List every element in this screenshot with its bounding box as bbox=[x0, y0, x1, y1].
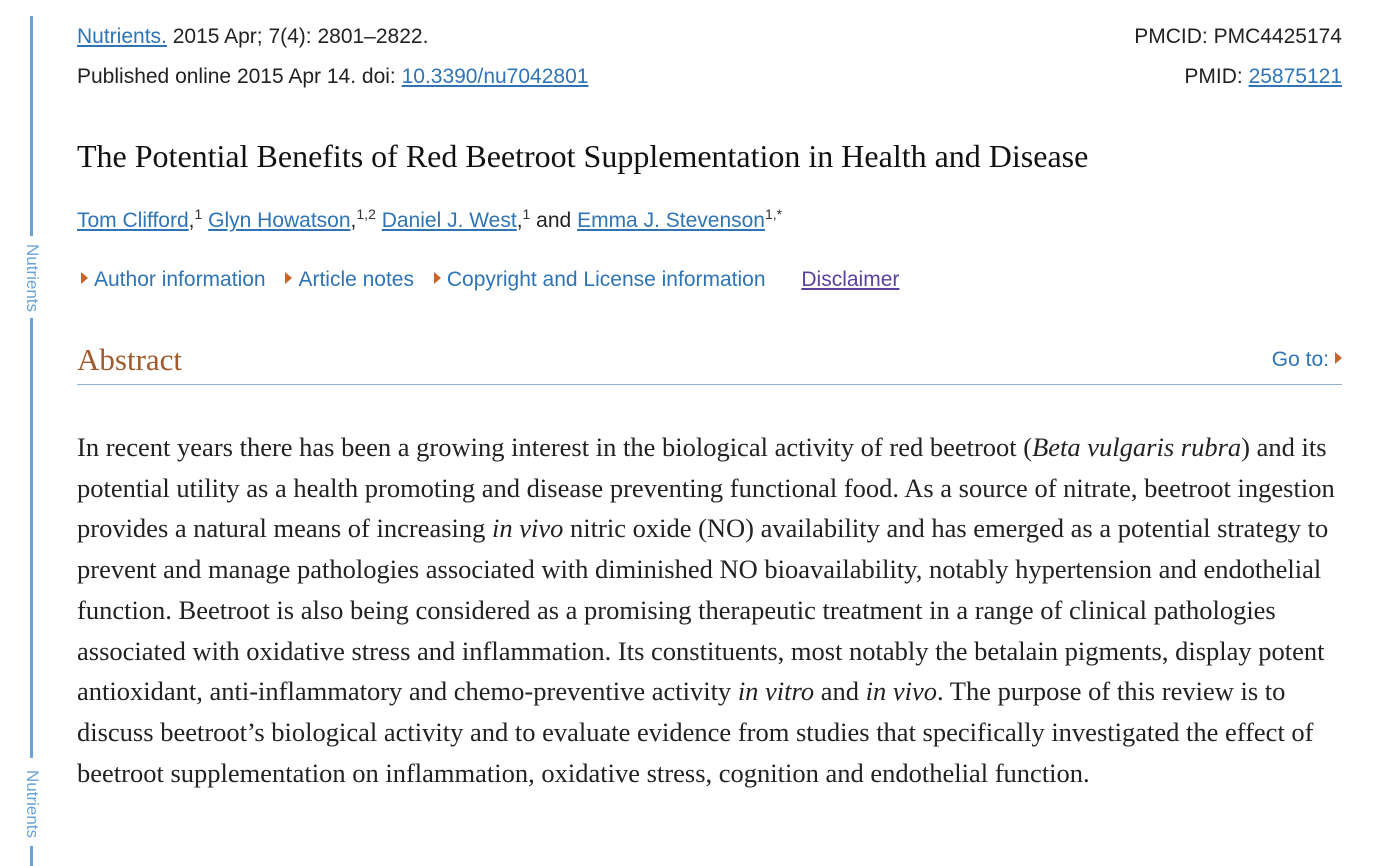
citation-line bbox=[77, 24, 1342, 50]
published-text: Published online 2015 Apr 14. doi: bbox=[77, 65, 402, 88]
expand-triangle-icon bbox=[81, 272, 88, 284]
pmid-label: PMID: bbox=[1184, 65, 1249, 88]
author-affiliation: 1 bbox=[194, 206, 203, 222]
goto-arrow-icon bbox=[1335, 352, 1342, 364]
article-info-links bbox=[77, 268, 899, 292]
author-link[interactable]: Daniel J. West bbox=[381, 209, 517, 232]
goto-menu[interactable] bbox=[1272, 348, 1342, 372]
article-title: The Potential Benefits of Red Beetroot Supplementation in Health and Disease bbox=[77, 138, 1089, 174]
article-notes-label: Article notes bbox=[298, 268, 414, 291]
journal-sidebar bbox=[0, 0, 46, 866]
abstract-text: ) and its potential utility as a health promoting and disease preventing functional food. As a source of nitrate, beetroot ingestion provides a natural means of increasing bbox=[77, 432, 1335, 544]
pmid-link[interactable]: 25875121 bbox=[1248, 65, 1342, 88]
authors-and: and bbox=[530, 209, 578, 232]
sidebar-line bbox=[30, 318, 33, 758]
abstract-header bbox=[77, 338, 1342, 385]
abstract-body bbox=[77, 427, 1342, 793]
abstract-italic: in vitro bbox=[737, 676, 815, 707]
abstract-text: nitric oxide (NO) availability and has emerged as a potential strategy to prevent and manage pathologies associated with diminished NO bioavailability, notably hypertension and endothelial function. Beetroot is also being considered as a promising therapeutic treatment in a range of clinical pathologies associated with oxidative stress and inflammation. Its constituents, most notably the betalain pigments, display potent antioxidant, anti-inflammatory and chemo-preventive activity bbox=[77, 513, 1329, 707]
author-link[interactable]: Tom Clifford bbox=[77, 209, 189, 232]
author-affiliation: 1 bbox=[522, 206, 531, 222]
expand-triangle-icon bbox=[285, 272, 292, 284]
author-information-label: Author information bbox=[94, 268, 266, 291]
author-affiliation: 1,* bbox=[764, 206, 783, 222]
sidebar-label: Nutrients bbox=[22, 767, 42, 841]
sidebar-line bbox=[30, 846, 33, 866]
abstract-text: and bbox=[814, 676, 866, 707]
pmcid: PMCID: PMC4425174 bbox=[1134, 25, 1342, 48]
goto-label: Go to: bbox=[1271, 348, 1329, 371]
expand-triangle-icon bbox=[434, 272, 441, 284]
abstract-text: In recent years there has been a growing interest in the biological activity of red beetroot ( bbox=[77, 432, 1033, 462]
sidebar-line bbox=[30, 16, 33, 236]
abstract-italic: in vivo bbox=[865, 676, 938, 707]
journal-link[interactable]: Nutrients. bbox=[77, 25, 167, 48]
abstract-heading: Abstract bbox=[77, 342, 183, 377]
sidebar-label: Nutrients bbox=[22, 241, 42, 315]
copyright-label: Copyright and License information bbox=[446, 268, 766, 291]
author-list: Tom Clifford,$^1$ Glyn Howatson,$^{1,2}$ Daniel J. West,$^1$ and Emma J. Stevenson$^{1,*}$ bbox=[77, 206, 783, 232]
citation-issue: 2015 Apr; 7(4): 2801–2822. bbox=[166, 25, 429, 48]
doi-link[interactable]: 10.3390/nu7042801 bbox=[401, 65, 589, 88]
published-line bbox=[77, 64, 1342, 90]
abstract-italic: Beta vulgaris rubra bbox=[1032, 432, 1242, 462]
pmid bbox=[1184, 64, 1342, 90]
copyright-toggle[interactable] bbox=[430, 268, 766, 291]
abstract-italic: in vivo bbox=[492, 513, 564, 544]
article-notes-toggle[interactable] bbox=[281, 268, 414, 291]
author-link[interactable]: Emma J. Stevenson bbox=[577, 209, 765, 232]
disclaimer-link[interactable]: Disclaimer bbox=[801, 268, 900, 291]
abstract-text: . The purpose of this review is to discuss beetroot’s biological activity and to evaluate evidence from studies that specifically investigated the effect of beetroot supplementation on inflammation, oxidative stress, cognition and endothelial function. bbox=[77, 676, 1314, 788]
author-link[interactable]: Glyn Howatson bbox=[208, 209, 351, 232]
author-information-toggle[interactable] bbox=[77, 268, 266, 291]
author-affiliation: 1,2 bbox=[356, 206, 376, 222]
